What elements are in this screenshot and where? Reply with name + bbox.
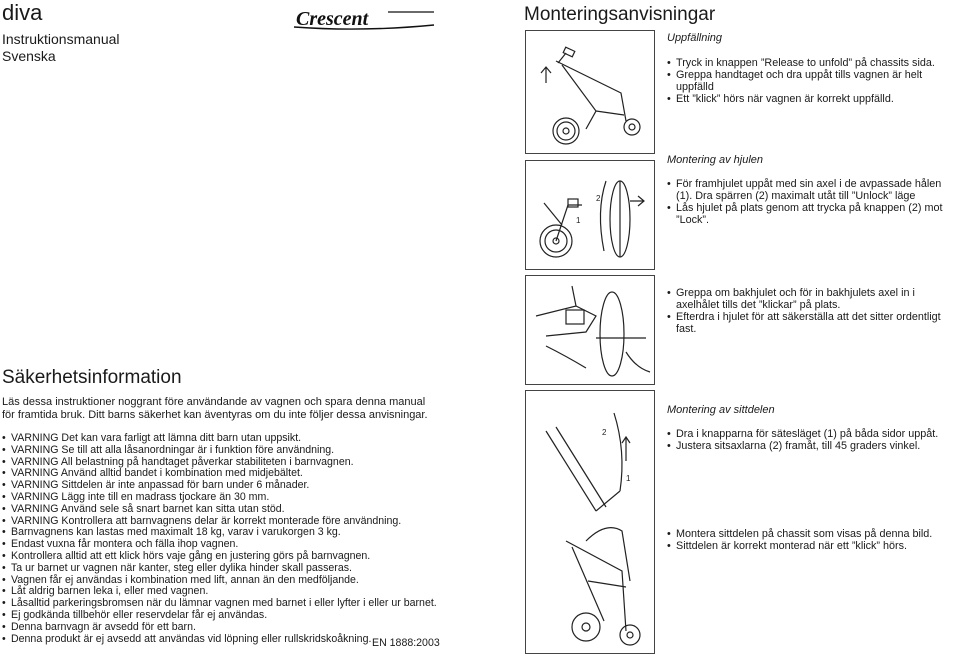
callout-2: 2 <box>602 428 607 437</box>
seat-illustration <box>525 390 655 654</box>
safety-item: • Vagnen får ej användas i kombination med lift, annan än den medföljande. <box>2 575 434 587</box>
safety-item: • VARNING Kontrollera att barnvagnens delar är korrekt monterade före användning. <box>2 516 434 528</box>
safety-item: • VARNING Använd sele så snart barnet kan sitta utan stöd. <box>2 504 434 516</box>
safety-heading: Säkerhetsinformation <box>2 367 182 388</box>
wheels-step: • Lås hjulet på plats genom att trycka på knappen (2) mot ”Lock”. <box>667 202 957 226</box>
wheels-step: • Efterdra i hjulet för att säkerställa att det sitter ordentligt fast. <box>667 311 957 335</box>
manual-language: Svenska <box>2 48 56 64</box>
seat-step: • Justera sitsaxlarna (2) framåt, till 45 graders vinkel. <box>667 440 957 452</box>
unfold-heading: Uppfällning <box>667 32 723 44</box>
logo-wordmark: Crescent <box>296 8 369 30</box>
manual-title: diva <box>2 0 43 25</box>
unfold-steps <box>667 57 952 105</box>
safety-item: • Låt aldrig barnen leka i, eller med vagnen. <box>2 586 434 598</box>
seat-step: • Montera sittdelen på chassit som visas på denna bild. <box>667 528 957 540</box>
callout-1: 1 <box>576 216 581 225</box>
safety-item: • Endast vuxna får montera och fälla ihop vagnen. <box>2 539 434 551</box>
callout-2: 2 <box>596 194 601 203</box>
seat-step: • Dra i knapparna för sätesläget (1) på båda sidor uppåt. <box>667 428 957 440</box>
safety-item: • Barnvagnens kan lastas med maximalt 18 kg, varav i varukorgen 3 kg. <box>2 527 434 539</box>
safety-item: • Ta ur barnet ur vagnen när kanter, steg eller dylika hinder skall passeras. <box>2 563 434 575</box>
safety-item: • Denna produkt är ej avsedd att användas vid löpning eller rullskridskoåkning. <box>2 634 434 646</box>
rear-wheel-steps <box>667 287 957 335</box>
callout-1: 1 <box>626 474 631 483</box>
unfold-step: • Ett ”klick” hörs när vagnen är korrekt uppfälld. <box>667 93 952 105</box>
safety-intro: Läs dessa instruktioner noggrant före användande av vagnen och spara denna manual för framtida bruk. Ditt barns säkerhet kan äventyras om du inte följer dessa anvisningar. <box>2 396 428 421</box>
safety-item: • VARNING All belastning på handtaget påverkar stabiliteten i barnvagnen. <box>2 457 434 469</box>
unfold-step: • Tryck in knappen ”Release to unfold” på chassits sida. <box>667 57 952 69</box>
wheels-step: • Greppa om bakhjulet och för in bakhjulets axel in i axelhålet tills det ”klickar” på plats. <box>667 287 957 311</box>
safety-item: • VARNING Lägg inte till en madrass tjockare än 30 mm. <box>2 492 434 504</box>
wheels-heading: Montering av hjulen <box>667 154 764 166</box>
seat-heading: Montering av sittdelen <box>667 404 775 416</box>
front-wheel-illustration <box>525 160 655 270</box>
wheels-step: • För framhjulet uppåt med sin axel i de avpassade hålen (1). Dra spärren (2) maximalt utåt till ”Unlock” läge <box>667 178 957 202</box>
standard-label: EN 1888:2003 <box>372 637 440 649</box>
seat-mount-steps <box>667 528 957 552</box>
unfold-step: • Greppa handtaget och dra uppåt tills vagnen är helt uppfälld <box>667 69 952 93</box>
wheels-steps <box>667 178 957 226</box>
seat-step: • Sittdelen är korrekt monterad när ett ”klick” hörs. <box>667 540 957 552</box>
safety-item: • Kontrollera alltid att ett klick hörs vaje gång en justering görs på barnvagnen. <box>2 551 434 563</box>
manual-subtitle: Instruktionsmanual <box>2 31 120 47</box>
safety-list <box>2 432 437 645</box>
rear-wheel-illustration <box>525 275 655 385</box>
crescent-logo <box>292 8 436 30</box>
safety-item: • Låsalltid parkeringsbromsen när du lämnar vagnen med barnet i eller lyfter i eller ur barnet. <box>2 598 434 610</box>
safety-item: • Denna barnvagn är avsedd för ett barn. <box>2 622 434 634</box>
safety-item: • VARNING Det kan vara farligt att lämna ditt barn utan uppsikt. <box>2 433 434 445</box>
safety-item: • Ej godkända tillbehör eller reservdelar får ej användas. <box>2 610 434 622</box>
safety-item: • VARNING Använd alltid bandet i kombination med midjebältet. <box>2 468 434 480</box>
safety-item: • VARNING Se till att alla låsanordningar är i funktion före användning. <box>2 445 434 457</box>
assembly-title: Monteringsanvisningar <box>524 4 716 25</box>
seat-steps <box>667 428 957 452</box>
safety-item: • VARNING Sittdelen är inte anpassad för barn under 6 månader. <box>2 480 434 492</box>
unfold-illustration <box>525 30 655 154</box>
